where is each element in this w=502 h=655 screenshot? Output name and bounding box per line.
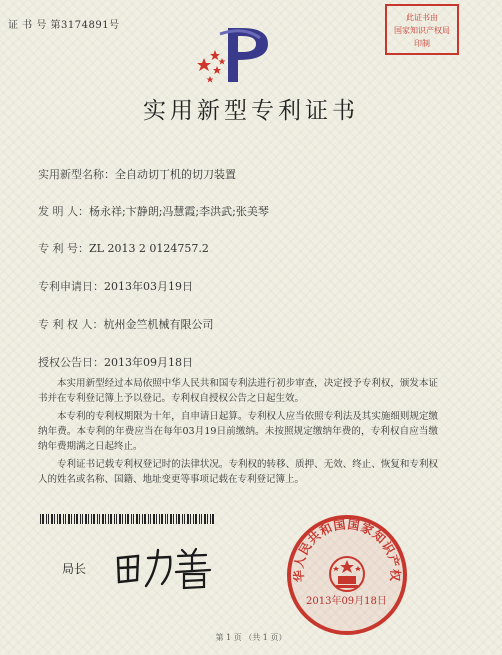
field-application-date [38, 278, 193, 294]
field-label: 专 利 权 人： [38, 318, 104, 331]
field-value: 杨永祥;卞静朗;冯慧霞;李洪武;张美琴 [89, 205, 269, 218]
field-label: 实用新型名称： [38, 168, 115, 181]
official-seal [282, 510, 412, 640]
field-value: 全自动切丁机的切刀装置 [115, 168, 236, 181]
certificate-body [38, 376, 438, 490]
field-value: 2013年09月18日 [104, 356, 193, 369]
corner-stamp-icon [383, 2, 461, 57]
certificate-number [8, 16, 120, 31]
page-footer: 第 1 页 （共 1 页） [215, 633, 287, 642]
corner-stamp-line-3: 印制 [414, 39, 430, 48]
field-grant-date [38, 354, 193, 370]
body-paragraph-1: 本实用新型经过本局依照中华人民共和国专利法进行初步审查，决定授予专利权，颁发本证书并在专利登记簿上予以登记。专利权自授权公告之日起生效。 [38, 378, 438, 404]
seal-text: 华人民共和国国家知识产权 [291, 517, 403, 583]
director-label: 局长 [62, 562, 87, 576]
field-patent-number [38, 240, 209, 256]
certificate-number-label: 证 书 号 [8, 20, 47, 31]
field-label: 专 利 号： [38, 242, 89, 255]
seal-icon [282, 510, 412, 640]
certificate-number-value: 第3174891号 [50, 20, 120, 31]
signature-icon [110, 540, 230, 595]
body-paragraph-3: 专利证书记载专利权登记时的法律状况。专利权的转移、质押、无效、终止、恢复和专利权人的姓名或名称、国籍、地址变更等事项记载在专利登记簿上。 [38, 459, 438, 485]
certificate-title: 实用新型专利证书 [143, 98, 359, 124]
field-label: 专利申请日： [38, 280, 104, 293]
patent-office-emblem [190, 20, 285, 90]
barcode [40, 509, 215, 519]
seal-date: 2013年09月18日 [306, 596, 387, 607]
corner-stamp-line-2: 国家知识产权局 [394, 26, 450, 35]
field-label: 发 明 人： [38, 205, 89, 218]
barcode-icon [40, 514, 215, 524]
field-inventors [38, 203, 269, 219]
field-utility-model-name [38, 166, 236, 182]
field-value: 杭州金竺机械有限公司 [103, 318, 214, 331]
body-paragraph-2: 本专利的专利权期限为十年，自申请日起算。专利权人应当依照专利法及其实施细则规定缴纳年费。本专利的年费应当在每年03月19日前缴纳。未按照规定缴纳年费的，专利权自应当缴纳年费期满之日起终止。 [38, 411, 438, 452]
field-label: 授权公告日： [38, 356, 104, 369]
patent-emblem-icon [190, 20, 285, 90]
director-signature [110, 540, 230, 595]
corner-stamp [383, 2, 461, 57]
field-patentee [38, 316, 214, 332]
corner-stamp-line-1: 此证书由 [406, 13, 438, 22]
field-value: ZL 2013 2 0124757.2 [89, 242, 209, 255]
field-value: 2013年03月19日 [104, 280, 193, 293]
